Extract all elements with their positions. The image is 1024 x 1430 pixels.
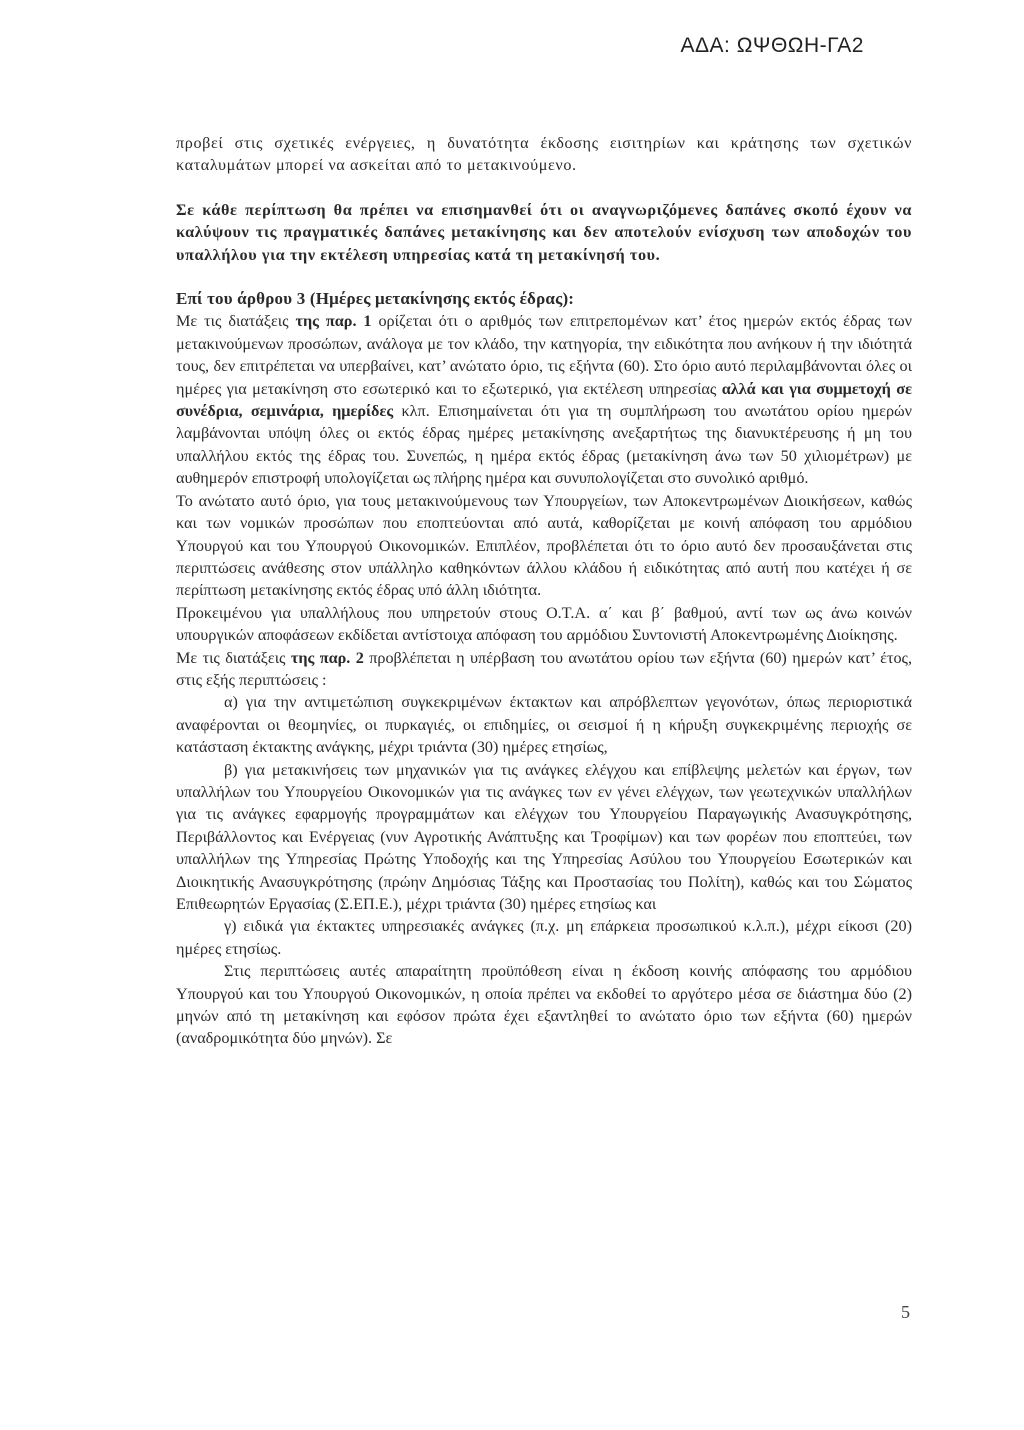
- article-3-paragraph-3: Προκειμένου για υπαλλήλους που υπηρετούν στους Ο.Τ.Α. α΄ και β΄ βαθμού, αντί των ως άνω κοινών υπουργικών αποφάσεων εκδίδεται αντίστοιχα απόφαση του αρμόδιου Συντονιστή Αποκεντρωμένης Διοίκησης.: [176, 603, 912, 645]
- document-body: [176, 132, 912, 1050]
- emphasis-text: αλλά και για συμμετοχή σε συνέδρια, σεμινάρια, ημερίδες: [176, 379, 912, 421]
- article-3-paragraph-1: Με τις διατάξεις της παρ. 1 ορίζεται ότι ο αριθμός των επιτρεπομένων κατ’ έτος ημερών εκτός έδρας των μετακινούμενων προσώπων, ανάλογα με τον κλάδο, την κατηγορία, την ειδικότητα που ανήκουν ή την ιδιότητά τους, δεν επιτρέπεται να υπερβαίνει, κατ’ ανώτατο όριο, τις εξήντα (60). Στο όριο αυτό περιλαμβάνονται όλες οι ημέρες για μετακίνηση στο εσωτερικό και το εξωτερικό, για εκτέλεση υπηρεσίας αλλά και για συμμετοχή σε συνέδρια, σεμινάρια, ημερίδες κλπ. Επισημαίνεται ότι για τη συμπλήρωση του ανωτάτου ορίου ημερών λαμβάνονται υπόψη όλες οι εκτός έδρας ημέρες μετακίνησης ανεξαρτήτως της διανυκτέρευσης ή μη του υπαλλήλου εκτός της έδρας του. Συνεπώς, η ημέρα εκτός έδρας (μετακίνηση άνω των 50 χιλιομέτρων) με αυθημερόν επιστροφή υπολογίζεται ως πλήρης ημέρα και συνυπολογίζεται στο συνολικό αριθμό.: [176, 312, 912, 488]
- paragraph-reference: της παρ. 2: [290, 648, 364, 667]
- article-3-paragraph-5: Στις περιπτώσεις αυτές απαραίτητη προϋπόθεση είναι η έκδοση κοινής απόφασης του αρμόδιου Υπουργού και του Υπουργού Οικονομικών, η οποία πρέπει να εκδοθεί το αργότερο μέσα σε διάστημα δύο (2) μηνών από τη μετακίνηση και εφόσον πρώτα έχει εξαντληθεί το ανώτατο όριο των εξήντα (60) ημερών (αναδρομικότητα δύο μηνών). Σε: [176, 962, 912, 1048]
- intro-paragraph: προβεί στις σχετικές ενέργειες, η δυνατότητα έκδοσης εισιτηρίων και κράτησης των σχετικών καταλυμάτων μπορεί να ασκείται από το μετακινούμενο.: [176, 134, 912, 175]
- emphasis-paragraph: Σε κάθε περίπτωση θα πρέπει να επισημανθεί ότι οι αναγνωριζόμενες δαπάνες σκοπό έχουν να καλύψουν τις πραγματικές δαπάνες μετακίνησης και δεν αποτελούν ενίσχυση των αποδοχών του υπαλλήλου για την εκτέλεση υπηρεσίας κατά τη μετακίνησή του.: [176, 200, 912, 264]
- case-c: γ) ειδικά για έκτακτες υπηρεσιακές ανάγκες (π.χ. μη επάρκεια προσωπικού κ.λ.π.), μέχρι είκοσι (20) ημέρες ετησίως.: [176, 917, 912, 958]
- document-code: ΑΔΑ: ΩΨΘΩΗ-ΓΑ2: [680, 34, 864, 57]
- article-3-heading: Επί του άρθρου 3 (Ημέρες μετακίνησης εκτός έδρας):: [176, 289, 575, 309]
- article-3-paragraph-4: Με τις διατάξεις της παρ. 2 προβλέπεται η υπέρβαση του ανωτάτου ορίου των εξήντα (60) ημερών κατ’ έτος, στις εξής περιπτώσεις :: [176, 648, 912, 689]
- paragraph-reference: της παρ. 1: [295, 312, 372, 331]
- case-a: α) για την αντιμετώπιση συγκεκριμένων έκτακτων και απρόβλεπτων γεγονότων, όπως περιοριστικά αναφέρονται οι θεομηνίες, οι πυρκαγιές, οι επιδημίες, οι σεισμοί ή η κήρυξη συγκεκριμένης περιοχής σε κατάσταση έκτακτης ανάγκης, μέχρι τριάντα (30) ημέρες ετησίως,: [176, 693, 912, 757]
- article-3-paragraph-2: Το ανώτατο αυτό όριο, για τους μετακινούμενους των Υπουργείων, των Αποκεντρωμένων Διοικήσεων, καθώς και των νομικών προσώπων που εποπτεύονται από αυτά, καθορίζεται με κοινή απόφαση του αρμόδιου Υπουργού και του Υπουργού Οικονομικών. Επιπλέον, προβλέπεται ότι το όριο αυτό δεν προσαυξάνεται στις περιπτώσεις ανάθεσης στον υπάλληλο καθηκόντων άλλου κλάδου ή ειδικότητας από αυτή που κατέχει ή σε περίπτωση μετακίνησης εκτός έδρας υπό άλλη ιδιότητα.: [176, 491, 912, 600]
- case-b: β) για μετακινήσεις των μηχανικών για τις ανάγκες ελέγχου και επίβλεψης μελετών και έργων, των υπαλλήλων του Υπουργείου Οικονομικών για τις ανάγκες των εν γένει ελέγχων, των γεωτεχνικών υπαλλήλων για τις ανάγκες εφαρμογής προγραμμάτων και ελέγχων του Υπουργείου Παραγωγικής Ανασυγκρότησης, Περιβάλλοντος και Ενέργειας (νυν Αγροτικής Ανάπτυξης και Τροφίμων) και των φορέων που εποπτεύει, των υπαλλήλων της Υπηρεσίας Πρώτης Υποδοχής και της Υπηρεσίας Ασύλου του Υπουργείου Εσωτερικών και Διοικητικής Ανασυγκρότησης (πρώην Δημόσιας Τάξης και Προστασίας του Πολίτη), καθώς και του Σώματος Επιθεωρητών Εργασίας (Σ.ΕΠ.Ε.), μέχρι τριάντα (30) ημέρες ετησίως και: [176, 760, 912, 913]
- page-number: 5: [901, 1302, 910, 1322]
